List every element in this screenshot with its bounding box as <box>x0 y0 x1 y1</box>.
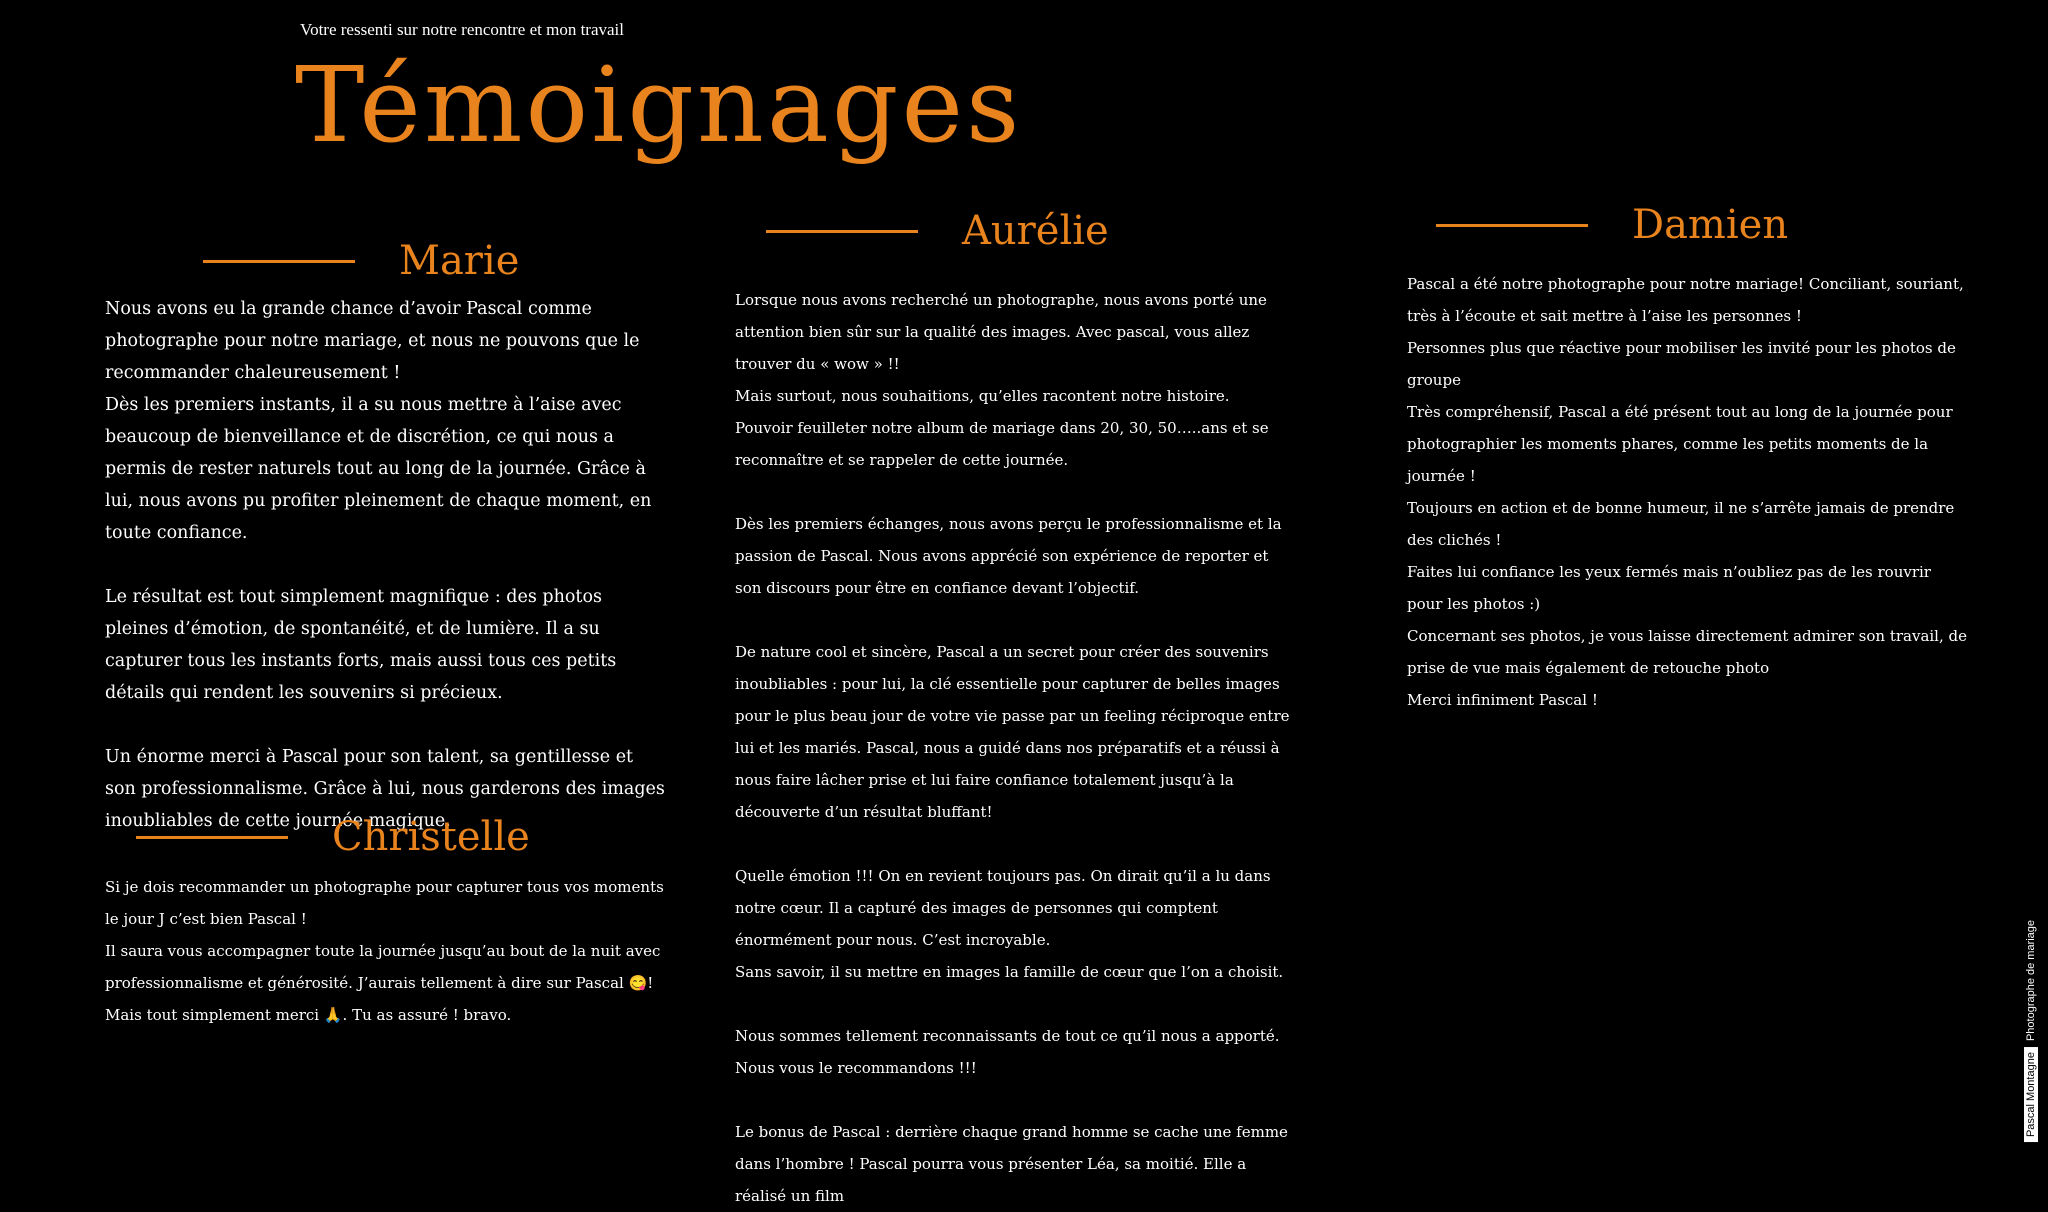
testimonial-paragraph: De nature cool et sincère, Pascal a un secret pour créer des souvenirs inoubliables : pour lui, la clé essentielle pour capturer de belles images pour le plus beau jour de votre vie passe par un feeling réciproque entre lui et les mariés. Pascal, nous a guidé dans nos préparatifs et a réussi à nous faire lâcher prise et lui faire confiance totalement jusqu’à la découverte d’un résultat bluffant! <box>735 643 1290 821</box>
testimonial-paragraph: Le résultat est tout simplement magnifique : des photos pleines d’émotion, de spontanéité, et de lumière. Il a su capturer tous les instants forts, mais aussi tous ces petits détails qui rendent les souvenirs si précieux. <box>105 587 617 703</box>
testimonial-marie <box>105 293 665 837</box>
testimonial-paragraph: Lorsque nous avons recherché un photographe, nous avons porté une attention bien sûr sur la qualité des images. Avec pascal, vous allez trouver du « wow » !! <box>735 291 1267 373</box>
brand-side-tab[interactable] <box>2018 919 2044 1138</box>
testimonial-paragraph: Mais surtout, nous souhaitions, qu’elles racontent notre histoire. <box>735 387 1230 405</box>
brand-name: Pascal Montagne <box>2024 1047 2038 1142</box>
heading-divider <box>766 230 918 233</box>
testimonial-heading-aurelie <box>766 208 1109 254</box>
testimonial-paragraph: Nous sommes tellement reconnaissants de tout ce qu’il nous a apporté. Nous vous le recommandons !!! <box>735 1027 1280 1077</box>
testimonial-name: Damien <box>1632 202 1789 248</box>
testimonial-damien <box>1407 268 1967 716</box>
testimonial-paragraph: Pascal a été notre photographe pour notre mariage! Conciliant, souriant, très à l’écoute et sait mettre à l’aise les personnes ! <box>1407 275 1964 325</box>
testimonial-paragraph: Dès les premiers échanges, nous avons perçu le professionnalisme et la passion de Pascal. Nous avons apprécié son expérience de reporter et son discours pour être en confiance devant l’objectif. <box>735 515 1282 597</box>
page-subtitle: Votre ressenti sur notre rencontre et mon travail <box>300 20 624 39</box>
testimonial-heading-marie <box>203 238 519 284</box>
testimonial-paragraph: Merci infiniment Pascal ! <box>1407 691 1598 709</box>
testimonial-name: Christelle <box>332 814 530 860</box>
testimonial-paragraph: Toujours en action et de bonne humeur, il ne s’arrête jamais de prendre des clichés ! <box>1407 499 1955 549</box>
testimonial-paragraph: Quelle émotion !!! On en revient toujours pas. On dirait qu’il a lu dans notre cœur. Il a capturé des images de personnes qui comptent énormément pour nous. C’est incroyable. <box>735 867 1271 949</box>
heading-divider <box>136 836 288 839</box>
testimonial-paragraph: Il saura vous accompagner toute la journée jusqu’au bout de la nuit avec professionnalisme et générosité. J’aurais tellement à dire sur Pascal 😋! <box>105 942 661 992</box>
testimonial-name: Aurélie <box>962 208 1109 254</box>
testimonial-name: Marie <box>399 238 520 284</box>
testimonial-paragraph: Très compréhensif, Pascal a été présent tout au long de la journée pour photographier les moments phares, comme les petits moments de la journée ! <box>1407 403 1953 485</box>
testimonial-paragraph: Faites lui confiance les yeux fermés mais n’oubliez pas de les rouvrir pour les photos :) <box>1407 563 1931 613</box>
testimonial-paragraph: Personnes plus que réactive pour mobiliser les invité pour les photos de groupe <box>1407 339 1956 389</box>
testimonial-paragraph: Concernant ses photos, je vous laisse directement admirer son travail, de prise de vue mais également de retouche photo <box>1407 627 1967 677</box>
testimonial-heading-damien <box>1436 202 1788 248</box>
testimonial-paragraph: Sans savoir, il su mettre en images la famille de cœur que l’on a choisit. <box>735 963 1284 981</box>
page-title: Témoignages <box>295 44 1023 166</box>
testimonial-paragraph: Mais tout simplement merci 🙏. Tu as assuré ! bravo. <box>105 1006 512 1024</box>
testimonial-paragraph: Dès les premiers instants, il a su nous mettre à l’aise avec beaucoup de bienveillance et de discrétion, ce qui nous a permis de rester naturels tout au long de la journée. Grâce à lui, nous avons pu profiter pleinement de chaque moment, en toute confiance. <box>105 395 652 543</box>
testimonial-aurelie <box>735 284 1295 1212</box>
brand-tagline: Photographe de mariage <box>2025 919 2037 1042</box>
heading-divider <box>203 260 355 263</box>
testimonial-paragraph: Pouvoir feuilleter notre album de mariage dans 20, 30, 50…..ans et se reconnaître et se rappeler de cette journée. <box>735 419 1269 469</box>
testimonial-christelle <box>105 871 665 1031</box>
testimonial-paragraph: Le bonus de Pascal : derrière chaque grand homme se cache une femme dans l’hombre ! Pascal pourra vous présenter Léa, sa moitié. Elle a réalisé un film <box>735 1123 1288 1205</box>
testimonial-heading-christelle <box>136 814 530 860</box>
testimonial-paragraph: Un énorme merci à Pascal pour son talent, sa gentillesse et son professionnalisme. Grâce à lui, nous garderons des images inoubliables de cette journée magique. <box>105 747 665 831</box>
testimonial-paragraph: Si je dois recommander un photographe pour capturer tous vos moments le jour J c’est bien Pascal ! <box>105 878 664 928</box>
heading-divider <box>1436 224 1588 227</box>
testimonial-paragraph: Nous avons eu la grande chance d’avoir Pascal comme photographe pour notre mariage, et nous ne pouvons que le recommander chaleureusement ! <box>105 299 640 383</box>
